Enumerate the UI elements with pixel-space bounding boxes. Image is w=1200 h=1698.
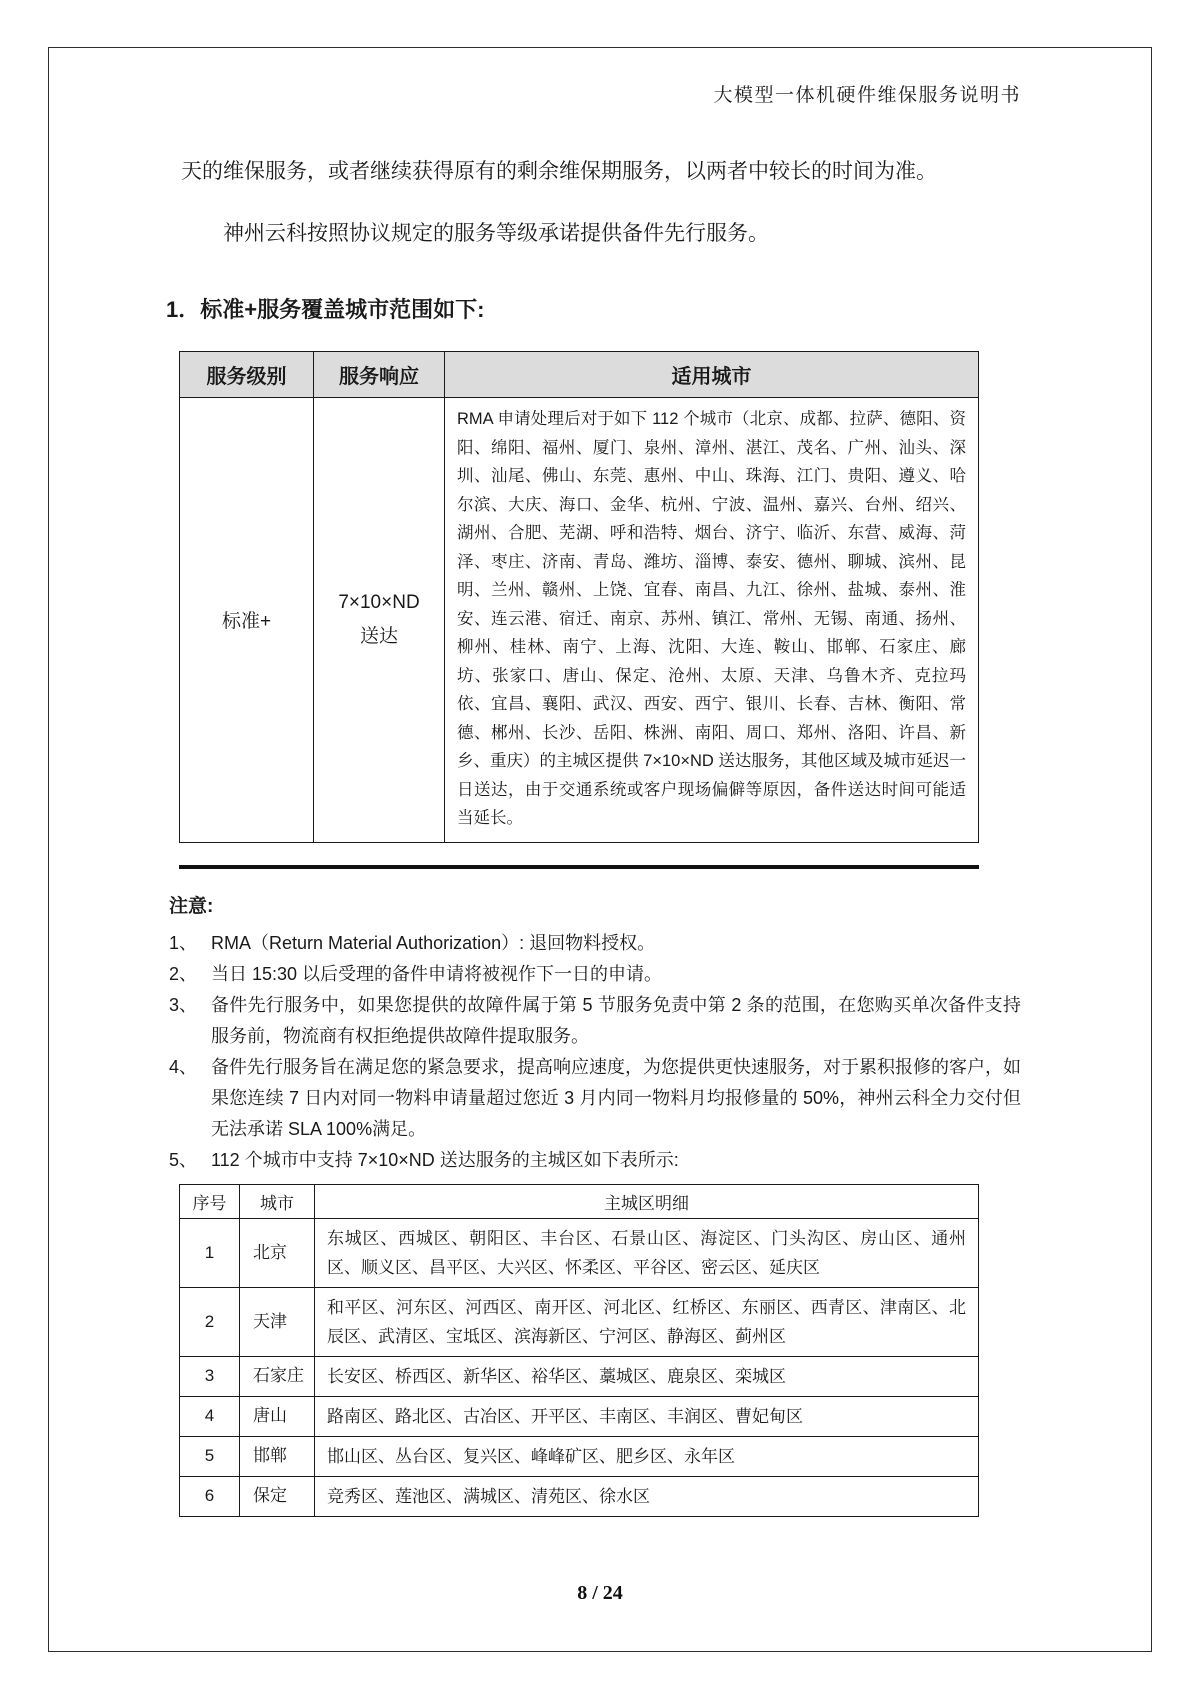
col-header-city: 城市: [240, 1184, 315, 1218]
note-number: 5、: [169, 1149, 198, 1170]
note-number: 2、: [169, 963, 198, 984]
cell-service-response: [314, 398, 445, 843]
cell-districts: 长安区、桥西区、新华区、裕华区、藁城区、鹿泉区、栾城区: [315, 1356, 979, 1396]
col-header-index: 序号: [180, 1184, 240, 1218]
cell-districts: 和平区、河东区、河西区、南开区、河北区、红桥区、东丽区、西青区、津南区、北辰区、武清区、宝坻区、滨海新区、宁河区、静海区、蓟州区: [315, 1287, 979, 1356]
response-line-1: 7×10×ND: [338, 591, 420, 613]
table-row-beijing: [180, 1218, 979, 1287]
notes-list: [166, 928, 1051, 1176]
table-row-baoding: [180, 1476, 979, 1516]
note-text: 当日 15:30 以后受理的备件申请将被视作下一日的申请。: [211, 963, 663, 984]
note-item-3: [166, 990, 1051, 1052]
page-content: [49, 157, 1151, 1517]
cell-index: 6: [180, 1476, 240, 1516]
col-header-applicable-cities: 适用城市: [445, 352, 979, 398]
note-item-1: [166, 928, 1051, 959]
notes-label: 注意:: [169, 895, 214, 917]
table-header-row: [180, 352, 979, 398]
cell-index: 1: [180, 1218, 240, 1287]
cell-districts: 东城区、西城区、朝阳区、丰台区、石景山区、海淀区、门头沟区、房山区、通州区、顺义区、昌平区、大兴区、怀柔区、平谷区、密云区、延庆区: [315, 1218, 979, 1287]
cell-city: 唐山: [240, 1396, 315, 1436]
table-row-tangshan: [180, 1396, 979, 1436]
table-row-tianjin: [180, 1287, 979, 1356]
cell-applicable-cities: RMA 申请处理后对于如下 112 个城市（北京、成都、拉萨、德阳、资阳、绵阳、福州、厦门、泉州、漳州、湛江、茂名、广州、汕头、深圳、汕尾、佛山、东莞、惠州、中山、珠海、江门、贵阳、遵义、哈尔滨、大庆、海口、金华、杭州、宁波、温州、嘉兴、台州、绍兴、湖州、合肥、芜湖、呼和浩特、烟台、济宁、临沂、东营、威海、菏泽、枣庄、济南、青岛、潍坊、淄博、泰安、德州、聊城、滨州、昆明、兰州、赣州、上饶、宜春、南昌、九江、徐州、盐城、泰州、淮安、连云港、宿迁、南京、苏州、镇江、常州、无锡、南通、扬州、柳州、桂林、南宁、上海、沈阳、大连、鞍山、邯郸、石家庄、廊坊、张家口、唐山、保定、沧州、太原、天津、乌鲁木齐、克拉玛依、宜昌、襄阳、武汉、西安、西宁、银川、长春、吉林、衡阳、常德、郴州、长沙、岳阳、株洲、南阳、周口、郑州、洛阳、许昌、新乡、重庆）的主城区提供 7×10×ND 送达服务，其他区域及城市延迟一日送达，由于交通系统或客户现场偏僻等原因，备件送达时间可能适当延长。: [445, 398, 979, 843]
cell-index: 2: [180, 1287, 240, 1356]
district-table: [179, 1184, 979, 1517]
note-number: 4、: [169, 1056, 198, 1077]
note-item-2: [166, 959, 1051, 990]
doc-header-title: 大模型一体机硬件维保服务说明书: [713, 85, 1021, 106]
col-header-districts: 主城区明细: [315, 1184, 979, 1218]
note-text: RMA（Return Material Authorization）: 退回物料授权。: [211, 932, 656, 953]
page-frame: [48, 47, 1152, 1652]
col-header-service-level: 服务级别: [180, 352, 314, 398]
section-heading: 1．标准+服务覆盖城市范围如下:: [166, 297, 485, 322]
cell-districts: 路南区、路北区、古冶区、开平区、丰南区、丰润区、曹妃甸区: [315, 1396, 979, 1436]
note-text: 112 个城市中支持 7×10×ND 送达服务的主城区如下表所示:: [211, 1149, 679, 1170]
section-divider-rule: [179, 865, 979, 869]
note-number: 1、: [169, 932, 198, 953]
cell-districts: 竞秀区、莲池区、满城区、清苑区、徐水区: [315, 1476, 979, 1516]
paragraph-warranty-continuation: 天的维保服务，或者继续获得原有的剩余维保期服务，以两者中较长的时间为准。: [181, 160, 937, 183]
service-coverage-table: [179, 351, 979, 843]
cell-city: 北京: [240, 1218, 315, 1287]
cell-index: 3: [180, 1356, 240, 1396]
cell-service-level: 标准+: [180, 398, 314, 843]
cell-city: 天津: [240, 1287, 315, 1356]
note-text: 备件先行服务中，如果您提供的故障件属于第 5 节服务免责中第 2 条的范围，在您购买单次备件支持服务前，物流商有权拒绝提供故障件提取服务。: [211, 994, 1021, 1046]
note-item-5: [166, 1145, 1051, 1176]
cell-index: 4: [180, 1396, 240, 1436]
cell-city: 邯郸: [240, 1436, 315, 1476]
cell-index: 5: [180, 1436, 240, 1476]
cell-city: 保定: [240, 1476, 315, 1516]
page-number: 8 / 24: [577, 1582, 623, 1604]
table-row-handan: [180, 1436, 979, 1476]
cell-city: 石家庄: [240, 1356, 315, 1396]
cell-districts: 邯山区、丛台区、复兴区、峰峰矿区、肥乡区、永年区: [315, 1436, 979, 1476]
note-number: 3、: [169, 994, 198, 1015]
note-text: 备件先行服务旨在满足您的紧急要求，提高响应速度，为您提供更快速服务，对于累积报修的客户，如果您连续 7 日内对同一物料申请量超过您近 3 月内同一物料月均报修量的 50%，神州云科全力交付但无法承诺 SLA 100%满足。: [211, 1056, 1021, 1139]
response-line-2: 送达: [359, 625, 398, 647]
col-header-service-response: 服务响应: [314, 352, 445, 398]
table-header-row: [180, 1184, 979, 1218]
table-row-shijiazhuang: [180, 1356, 979, 1396]
paragraph-sla-commitment: 神州云科按照协议规定的服务等级承诺提供备件先行服务。: [223, 222, 769, 245]
table-row: [180, 398, 979, 843]
note-item-4: [166, 1052, 1051, 1145]
